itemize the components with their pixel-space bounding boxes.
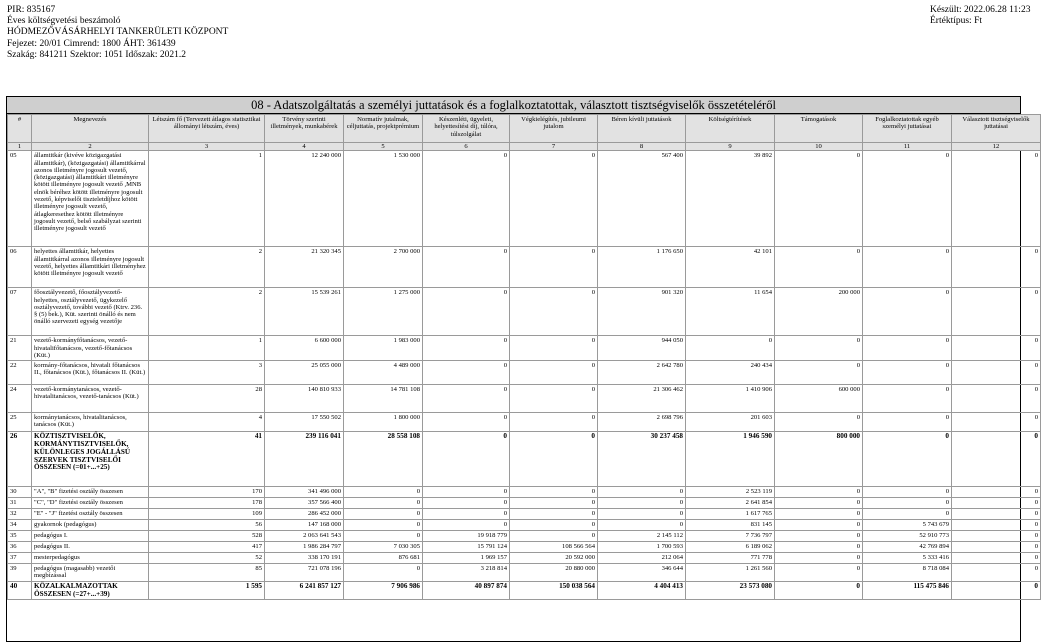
bonus-cell: 1 530 000 [344,151,423,247]
column-header: Támogatások [775,115,863,143]
column-number: 12 [952,143,1041,151]
on-call-cell: 0 [423,385,510,413]
expense-cell: 771 778 [686,553,775,564]
report-frame [6,96,1038,642]
severance-cell: 0 [510,509,598,520]
expense-cell: 2 641 854 [686,498,775,509]
row-description: pedagógus I. [32,531,149,542]
row-description: "E" - "J" fizetési osztály összesen [32,509,149,520]
salary-cell: 357 566 400 [265,498,344,509]
support-cell: 0 [775,336,863,361]
bonus-cell: 0 [344,498,423,509]
table-row [8,564,1041,582]
elected-official-cell: 0 [952,553,1041,564]
on-call-cell: 0 [423,336,510,361]
salary-cell: 6 600 000 [265,336,344,361]
other-benefit-cell: 0 [863,151,952,247]
salary-cell: 17 550 502 [265,413,344,432]
row-code: 40 [8,581,32,600]
table-row [8,361,1041,385]
row-code: 26 [8,432,32,487]
elected-official-cell: 0 [952,413,1041,432]
headcount-cell: 2 [149,288,265,336]
other-benefit-cell: 0 [863,247,952,288]
severance-cell: 20 880 000 [510,564,598,582]
report-type-line: Éves költségvetési beszámoló [7,16,121,27]
fringe-benefit-cell: 2 698 796 [598,413,686,432]
fringe-benefit-cell: 2 145 112 [598,531,686,542]
severance-cell: 0 [510,432,598,487]
salary-cell: 6 241 857 127 [265,581,344,600]
row-description: pedagógus II. [32,542,149,553]
bonus-cell: 876 681 [344,553,423,564]
elected-official-cell: 0 [952,531,1041,542]
expense-cell: 0 [686,336,775,361]
headcount-cell: 170 [149,487,265,498]
support-cell: 0 [775,498,863,509]
bonus-cell: 0 [344,520,423,531]
data-table [7,114,1041,600]
salary-cell: 1 986 284 797 [265,542,344,553]
salary-cell: 12 240 000 [265,151,344,247]
on-call-cell: 0 [423,498,510,509]
other-benefit-cell: 8 718 084 [863,564,952,582]
organization-name: HÓDMEZŐVÁSÁRHELYI TANKERÜLETI KÖZPONT [7,27,229,38]
headcount-cell: 56 [149,520,265,531]
table-row [8,553,1041,564]
elected-official-cell: 0 [952,247,1041,288]
salary-cell: 721 078 196 [265,564,344,582]
expense-cell: 1 261 560 [686,564,775,582]
on-call-cell: 0 [423,413,510,432]
row-description: "A", "B" fizetési osztály összesen [32,487,149,498]
column-header: Választott tisztségviselők juttatásai [952,115,1041,143]
elected-official-cell: 0 [952,432,1041,487]
row-description: helyettes államtitkár, helyettes államtitkárral azonos illetményre jogosult vezető, helyettes államtitkári illetményhez kötött illetményre jogosult vezető [32,247,149,288]
elected-official-cell: 0 [952,361,1041,385]
table-row [8,151,1041,247]
fringe-benefit-cell: 212 064 [598,553,686,564]
table-row [8,542,1041,553]
column-header: Normatív jutalmak, céljuttatás, projektprémium [344,115,423,143]
fringe-benefit-cell: 0 [598,520,686,531]
elected-official-cell: 0 [952,498,1041,509]
support-cell: 0 [775,413,863,432]
support-cell: 200 000 [775,288,863,336]
elected-official-cell: 0 [952,581,1041,600]
expense-cell: 23 573 080 [686,581,775,600]
salary-cell: 239 116 041 [265,432,344,487]
severance-cell: 0 [510,413,598,432]
headcount-cell: 1 [149,336,265,361]
elected-official-cell: 0 [952,151,1041,247]
column-number: 2 [32,143,149,151]
salary-cell: 2 063 641 543 [265,531,344,542]
other-benefit-cell: 42 769 894 [863,542,952,553]
severance-cell: 0 [510,288,598,336]
expense-cell: 240 434 [686,361,775,385]
table-row [8,509,1041,520]
elected-official-cell: 0 [952,336,1041,361]
salary-cell: 21 320 345 [265,247,344,288]
support-cell: 0 [775,542,863,553]
row-code: 37 [8,553,32,564]
row-description: gyakornok (pedagógus) [32,520,149,531]
fringe-benefit-cell: 1 176 650 [598,247,686,288]
table-row [8,581,1041,600]
sector-period-line: Szakág: 841211 Szektor: 1051 Időszak: 2021.2 [7,49,187,60]
fringe-benefit-cell: 901 320 [598,288,686,336]
row-code: 07 [8,288,32,336]
headcount-cell: 528 [149,531,265,542]
elected-official-cell: 0 [952,520,1041,531]
headcount-cell: 178 [149,498,265,509]
column-number: 9 [686,143,775,151]
fringe-benefit-cell: 0 [598,487,686,498]
support-cell: 0 [775,487,863,498]
row-code: 39 [8,564,32,582]
row-code: 32 [8,509,32,520]
row-description: vezető-kormánytanácsos, vezető-hivatalitanácsos, vezető-tanácsos (Küt.) [32,385,149,413]
bonus-cell: 1 983 000 [344,336,423,361]
bonus-cell: 2 700 000 [344,247,423,288]
on-call-cell: 0 [423,151,510,247]
elected-official-cell: 0 [952,509,1041,520]
bonus-cell: 1 800 000 [344,413,423,432]
column-header: Végkielégítés, jubileumi jutalom [510,115,598,143]
headcount-cell: 4 [149,413,265,432]
row-code: 06 [8,247,32,288]
column-header-row [8,115,1041,143]
severance-cell: 0 [510,385,598,413]
fringe-benefit-cell: 0 [598,509,686,520]
other-benefit-cell: 5 333 416 [863,553,952,564]
column-header: Béren kívüli juttatások [598,115,686,143]
on-call-cell: 0 [423,361,510,385]
on-call-cell: 1 969 157 [423,553,510,564]
column-number: 10 [775,143,863,151]
bonus-cell: 4 489 000 [344,361,423,385]
severance-cell: 20 592 000 [510,553,598,564]
column-number: 5 [344,143,423,151]
other-benefit-cell: 0 [863,385,952,413]
severance-cell: 0 [510,531,598,542]
support-cell: 0 [775,520,863,531]
fringe-benefit-cell: 4 404 413 [598,581,686,600]
on-call-cell: 19 918 779 [423,531,510,542]
row-code: 22 [8,361,32,385]
severance-cell: 0 [510,520,598,531]
column-header: Készenléti, ügyeleti, helyettesítési díj, túlóra, túlszolgálat [423,115,510,143]
row-description: KÖZALKALMAZOTTAK ÖSSZESEN (=27+...+39) [32,581,149,600]
support-cell: 0 [775,151,863,247]
salary-cell: 140 810 933 [265,385,344,413]
on-call-cell: 0 [423,509,510,520]
row-description: kormány-főtanácsos, hivatali főtanácsos II., főtanácsos (Küt.), főtanácsos II. (Küt.) [32,361,149,385]
bonus-cell: 14 781 108 [344,385,423,413]
row-code: 21 [8,336,32,361]
row-code: 24 [8,385,32,413]
row-description: vezető-kormányfőtanácsos, vezető-hivatalifőtanácsos, vezető-főtanácsos (Küt.) [32,336,149,361]
headcount-cell: 41 [149,432,265,487]
headcount-cell: 28 [149,385,265,413]
bonus-cell: 0 [344,487,423,498]
table-row [8,432,1041,487]
headcount-cell: 3 [149,361,265,385]
column-number: 7 [510,143,598,151]
column-number: 4 [265,143,344,151]
elected-official-cell: 0 [952,487,1041,498]
other-benefit-cell: 0 [863,432,952,487]
salary-cell: 15 539 261 [265,288,344,336]
row-code: 31 [8,498,32,509]
on-call-cell: 0 [423,487,510,498]
table-row [8,336,1041,361]
headcount-cell: 109 [149,509,265,520]
bonus-cell: 0 [344,564,423,582]
fringe-benefit-cell: 1 700 593 [598,542,686,553]
bonus-cell: 7 030 305 [344,542,423,553]
headcount-cell: 1 [149,151,265,247]
table-row [8,487,1041,498]
support-cell: 0 [775,509,863,520]
other-benefit-cell: 0 [863,413,952,432]
salary-cell: 338 170 191 [265,553,344,564]
row-description: pedagógus (magasabb) vezetői megbízással [32,564,149,582]
fringe-benefit-cell: 0 [598,498,686,509]
expense-cell: 6 189 062 [686,542,775,553]
support-cell: 0 [775,581,863,600]
row-description: államtitkár (kivéve közigazgatási államtitkár), (közigazgatási) államtitkárral azonos illetményre jogosult vezető, (közigazgatási) államtitkári illetményre kötött illetményre jogosult vezető ,MNB elnök béréhez kötött illetményre jogosult vezető, képviselői tiszteletdíjhoz kötött illetményre jogosult vezető, átlagkeresethez kötött illetményre jogosult vezető, belső szabályzat szerinti illetményre jogosult vezető [32,151,149,247]
severance-cell: 0 [510,361,598,385]
column-number: 1 [8,143,32,151]
table-row [8,385,1041,413]
row-description: KÖZTISZTVISELŐK, KORMÁNYTISZTVISELŐK, KÜLÖNLEGES JOGÁLLÁSÚ SZERVEK TISZTVISELŐI ÖSSZESEN (=01+...+25) [32,432,149,487]
row-code: 30 [8,487,32,498]
column-header: Megnevezés [32,115,149,143]
expense-cell: 1 410 906 [686,385,775,413]
table-row [8,520,1041,531]
fringe-benefit-cell: 30 237 458 [598,432,686,487]
row-description: "C", "D" fizetési osztály összesen [32,498,149,509]
elected-official-cell: 0 [952,385,1041,413]
column-header: Foglalkoztatottak egyéb személyi juttatásai [863,115,952,143]
salary-cell: 25 055 000 [265,361,344,385]
elected-official-cell: 0 [952,564,1041,582]
headcount-cell: 52 [149,553,265,564]
row-code: 35 [8,531,32,542]
fringe-benefit-cell: 346 644 [598,564,686,582]
other-benefit-cell: 0 [863,509,952,520]
other-benefit-cell: 0 [863,498,952,509]
row-code: 36 [8,542,32,553]
on-call-cell: 40 897 874 [423,581,510,600]
expense-cell: 39 892 [686,151,775,247]
severance-cell: 0 [510,487,598,498]
expense-cell: 201 603 [686,413,775,432]
column-header: Költségtérítések [686,115,775,143]
severance-cell: 0 [510,498,598,509]
support-cell: 800 000 [775,432,863,487]
severance-cell: 0 [510,151,598,247]
column-number-row [8,143,1041,151]
on-call-cell: 3 218 814 [423,564,510,582]
bonus-cell: 28 558 108 [344,432,423,487]
support-cell: 0 [775,247,863,288]
expense-cell: 1 946 590 [686,432,775,487]
report-header-left [7,5,228,61]
headcount-cell: 1 595 [149,581,265,600]
bonus-cell: 0 [344,509,423,520]
table-body [8,151,1041,600]
on-call-cell: 0 [423,288,510,336]
fringe-benefit-cell: 2 642 780 [598,361,686,385]
expense-cell: 1 617 765 [686,509,775,520]
on-call-cell: 0 [423,432,510,487]
report-title: 08 - Adatszolgáltatás a személyi juttatások és a foglalkoztatottak, választott tisztségviselők összetételéről [7,97,1020,114]
row-code: 05 [8,151,32,247]
on-call-cell: 0 [423,247,510,288]
severance-cell: 150 038 564 [510,581,598,600]
support-cell: 0 [775,564,863,582]
column-header: # [8,115,32,143]
column-number: 3 [149,143,265,151]
headcount-cell: 2 [149,247,265,288]
headcount-cell: 85 [149,564,265,582]
expense-cell: 42 101 [686,247,775,288]
severance-cell: 0 [510,247,598,288]
expense-cell: 11 654 [686,288,775,336]
salary-cell: 286 452 000 [265,509,344,520]
fringe-benefit-cell: 21 306 462 [598,385,686,413]
other-benefit-cell: 0 [863,487,952,498]
support-cell: 0 [775,361,863,385]
column-header: Létszám fő (Tervezett átlagos statisztikai állományi létszám, éves) [149,115,265,143]
row-code: 34 [8,520,32,531]
column-number: 8 [598,143,686,151]
severance-cell: 0 [510,336,598,361]
other-benefit-cell: 5 743 679 [863,520,952,531]
table-row [8,413,1041,432]
expense-cell: 7 736 797 [686,531,775,542]
elected-official-cell: 0 [952,288,1041,336]
column-header: Törvény szerinti illetmények, munkabérek [265,115,344,143]
severance-cell: 108 566 564 [510,542,598,553]
table-row [8,288,1041,336]
salary-cell: 147 168 000 [265,520,344,531]
other-benefit-cell: 115 475 846 [863,581,952,600]
created-timestamp: Készült: 2022.06.28 11:23 [930,5,1031,15]
support-cell: 0 [775,553,863,564]
elected-official-cell: 0 [952,542,1041,553]
expense-cell: 831 145 [686,520,775,531]
row-description: kormánytanácsos, hivatalitanácsos, tanácsos (Küt.) [32,413,149,432]
column-number: 6 [423,143,510,151]
support-cell: 0 [775,531,863,542]
on-call-cell: 15 791 124 [423,542,510,553]
other-benefit-cell: 0 [863,336,952,361]
row-description: mesterpedagógus [32,553,149,564]
other-benefit-cell: 0 [863,361,952,385]
bonus-cell: 1 275 000 [344,288,423,336]
pir-line: PIR: 835167 [7,5,56,15]
row-description: főosztályvezető, főosztályvezető-helyettes, osztályvezető, ügykezelő osztályvezető, további vezető (Ktrv. 236. § (5) bek.), Küt. szerinti önálló és nem önálló szervezeti egység vezetője [32,288,149,336]
report-header-right [930,5,1030,27]
bonus-cell: 7 906 986 [344,581,423,600]
table-row [8,531,1041,542]
fringe-benefit-cell: 944 050 [598,336,686,361]
table-row [8,247,1041,288]
table-row [8,498,1041,509]
row-code: 25 [8,413,32,432]
salary-cell: 341 496 000 [265,487,344,498]
support-cell: 600 000 [775,385,863,413]
bonus-cell: 0 [344,531,423,542]
other-benefit-cell: 52 910 773 [863,531,952,542]
column-number: 11 [863,143,952,151]
chapter-line: Fejezet: 20/01 Cimrend: 1800 ÁHT: 361439 [7,38,176,49]
expense-cell: 2 523 119 [686,487,775,498]
fringe-benefit-cell: 567 400 [598,151,686,247]
headcount-cell: 417 [149,542,265,553]
other-benefit-cell: 0 [863,288,952,336]
value-type: Értéktípus: Ft [930,16,982,27]
on-call-cell: 0 [423,520,510,531]
